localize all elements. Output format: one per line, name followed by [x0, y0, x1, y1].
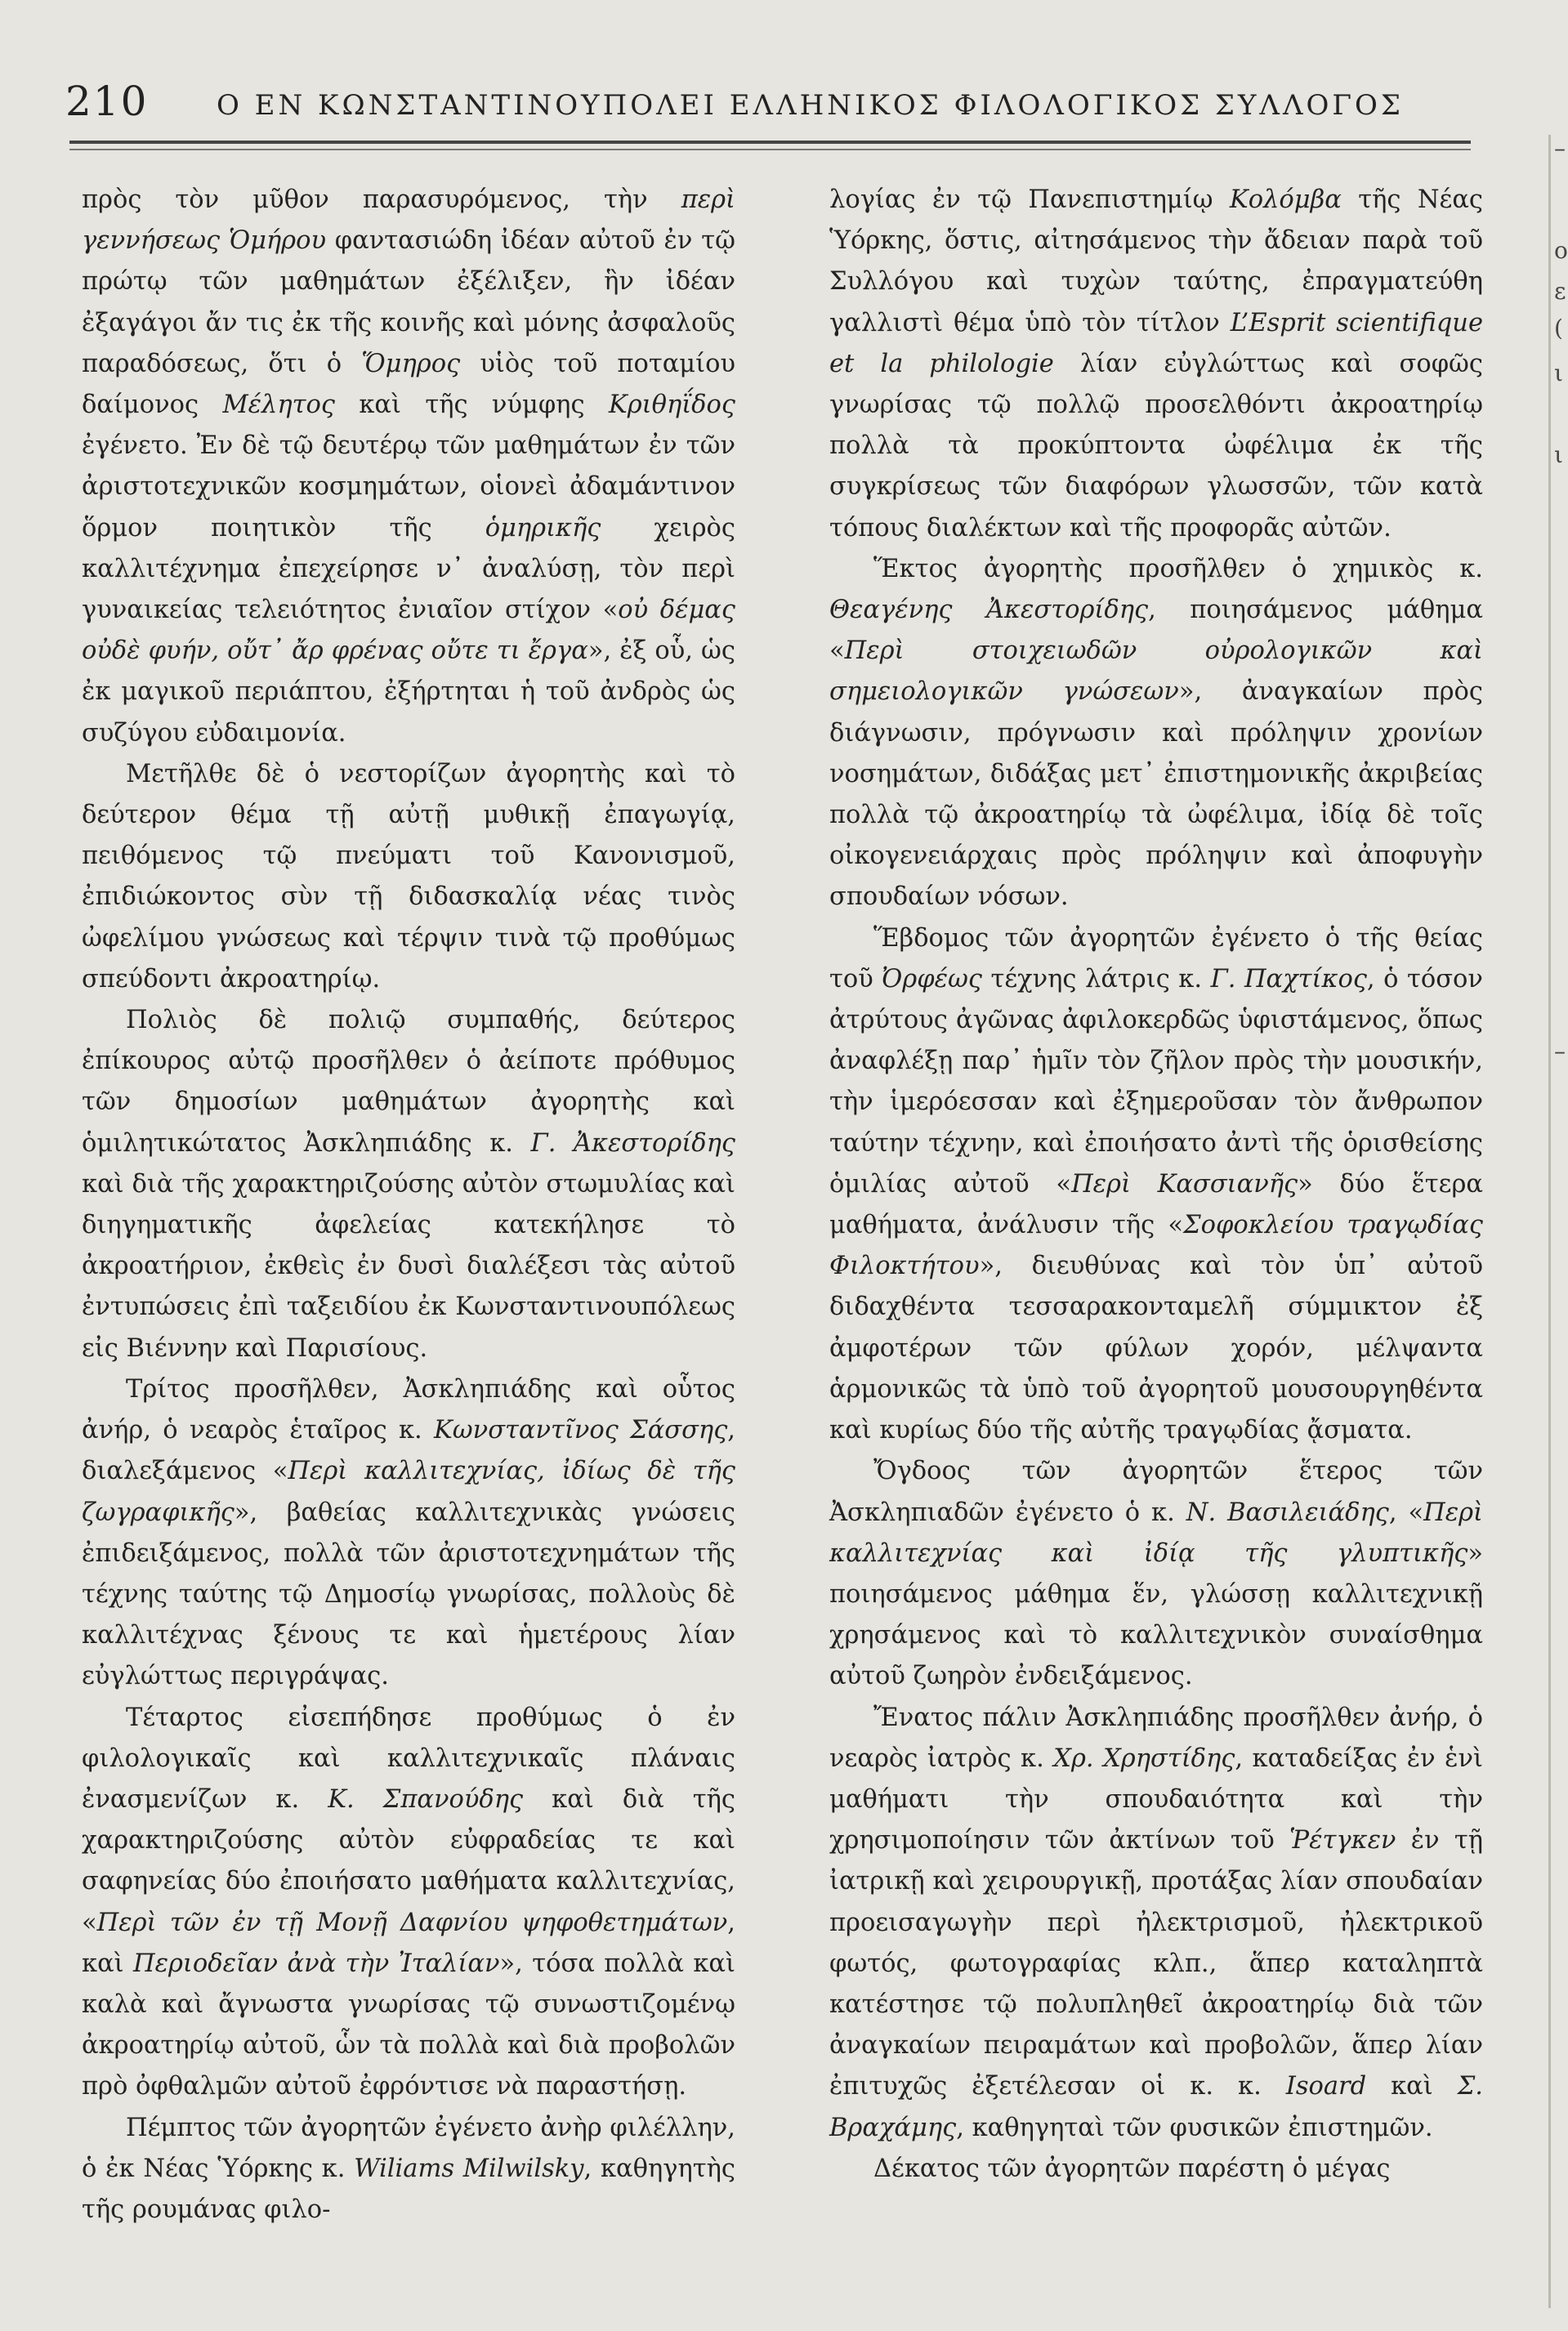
- text-span: καὶ διὰ τῆς χαρακτηριζούσης αὐτὸν στωμυλίας καὶ διηγηματικῆς ἀφελείας κατεκήλησε τὸ ἀκροατήριον, ἐκθεὶς ἐν δυσὶ διαλέξεσι τὰς αὐτοῦ ἐντυπώσεις ἐπὶ ταξειδίου ἐκ Κωνσταντινουπόλεως εἰς Βιέννην καὶ Παρισίους.: [82, 1169, 735, 1363]
- italic-span: Κριθηΐδος: [608, 391, 735, 420]
- italic-span: L’Esprit scientifique et la philologie: [829, 308, 1483, 378]
- text-span: καὶ διὰ τῆς χαρακτηριζούσης αὐτὸν εὐφραδείας τε καὶ σαφηνείας δύο ἐποιήσατο μαθήματα καλλιτεχνίας, «: [82, 1784, 735, 1937]
- text-span: τῆς Νέας Ὑόρκης, ὅστις, αἰτησάμενος τὴν ἄδειαν παρὰ τοῦ Συλλόγου καὶ τυχὼν ταύτης, ἐπραγματεύθη γαλλιστὶ θέμα ὑπὸ τὸν τίτλον: [829, 185, 1483, 337]
- text-span: », βαθείας καλλιτεχνικὰς γνώσεις ἐπιδειξάμενος, πολλὰ τῶν ἀριστοτεχνημάτων τῆς τέχνης ταύτης τῷ Δημοσίῳ γνωρίσας, πολλοὺς δὲ καλλιτέχνας ξένους τε καὶ ἡμετέρους λίαν εὐγλώττως περιγράψας.: [82, 1498, 735, 1691]
- italic-span: Περιοδεῖαν ἀνὰ τὴν Ἰταλίαν: [133, 1949, 500, 1978]
- text-span: φαντασιώδη ἰδέαν αὐτοῦ ἐν τῷ πρώτῳ τῶν μαθημάτων ἐξέλιξεν, ἣν ἰδέαν ἐξαγάγοι ἄν τις ἐκ τῆς κοινῆς καὶ μόνης ἀσφαλοῦς παραδόσεως, ὅτι ὁ: [82, 226, 735, 378]
- text-span: , καταδείξας ἐν ἑνὶ μαθήματι τὴν σπουδαιότητα καὶ τὴν χρησιμοποίησιν τῶν ἀκτίνων τοῦ: [829, 1744, 1483, 1855]
- italic-span: Περὶ καλλιτεχνίας καὶ ἰδίᾳ τῆς γλυπτικῆς: [829, 1498, 1483, 1568]
- left-column: [82, 180, 735, 2231]
- italic-span: Περὶ στοιχειωδῶν οὐρολογικῶν καὶ σημειολογικῶν γνώσεων: [829, 636, 1483, 707]
- text-span: » δύο ἕτερα μαθήματα, ἀνάλυσιν τῆς «: [829, 1169, 1483, 1240]
- italic-span: Θεαγένης Ἀκεστορίδης: [829, 596, 1149, 625]
- italic-span: Γ. Ἀκεστορίδης: [530, 1128, 735, 1158]
- text-span: Ἕβδομος τῶν ἀγορητῶν ἐγένετο ὁ τῆς θείας τοῦ: [829, 923, 1483, 994]
- italic-span: Σοφοκλείου τραγῳδίας Φιλοκτήτου: [829, 1211, 1483, 1281]
- paragraph: [829, 180, 1483, 549]
- edge-mark: ι: [1554, 359, 1563, 386]
- header-rule: [69, 141, 1471, 144]
- text-span: », ἀναγκαίων πρὸς διάγνωσιν, πρόγνωσιν καὶ πρόληψιν χρονίων νοσημάτων, διδάξας μετ᾽ ἐπιστημονικῆς ἀκριβείας πολλὰ τῷ ἀκροατηρίῳ τὰ ὠφέλιμα, ἰδίᾳ δὲ τοῖς οἰκογενειάρχαις πρὸς πρόληψιν καὶ ἀποφυγὴν σπουδαίων νόσων.: [829, 677, 1483, 912]
- italic-span: περὶ γεννήσεως Ὁμήρου: [82, 185, 735, 256]
- paragraph: [829, 549, 1483, 918]
- text-span: Πολιὸς δὲ πολιῷ συμπαθής, δεύτερος ἐπίκουρος αὐτῷ προσῆλθεν ὁ ἀείποτε πρόθυμος τῶν δημοσίων μαθημάτων ἀγορητὴς καὶ ὁμιλητικώτατος Ἀσκληπιάδης κ.: [82, 1006, 735, 1158]
- italic-span: Wiliams Milwilsky: [354, 2154, 584, 2183]
- paragraph: [829, 1698, 1483, 2149]
- italic-span: Ῥέτγκεν: [1289, 1826, 1396, 1855]
- text-span: Ὄγδοος τῶν ἀγορητῶν ἕτερος τῶν Ἀσκληπιαδῶν ἐγένετο ὁ κ.: [829, 1457, 1483, 1527]
- right-column: [829, 180, 1483, 2190]
- edge-mark: ι: [1554, 441, 1563, 468]
- paragraph: [82, 1369, 735, 1698]
- text-span: , ὁ τόσον ἀτρύτους ἀγῶνας ἀφιλοκερδῶς ὑφιστάμενος, ὅπως ἀναφλέξῃ παρ᾽ ἡμῖν τὸν ζῆλον πρὸς τὴν μουσικήν, τὴν ἱμερόεσσαν καὶ ἐξημεροῦσαν τὸν ἄνθρωπον ταύτην τέχνην, καὶ ἐποιήσατο ἀντὶ τῆς ὁρισθείσης ὁμιλίας αὐτοῦ «: [829, 964, 1483, 1199]
- text-span: Τρίτος προσῆλθεν, Ἀσκληπιάδης καὶ οὗτος ἀνήρ, ὁ νεαρὸς ἑταῖρος κ.: [82, 1374, 735, 1445]
- text-span: Ἕκτος ἀγορητὴς προσῆλθεν ὁ χημικὸς κ.: [873, 554, 1483, 583]
- text-span: πρὸς τὸν μῦθον παρασυρόμενος, τὴν: [82, 185, 681, 214]
- header-rule-thin: [69, 149, 1471, 150]
- italic-span: Ὅμηρος: [361, 349, 461, 378]
- text-span: λίαν εὐγλώττως καὶ σοφῶς γνωρίσας τῷ πολλῷ προσελθόντι ἀκροατηρίῳ πολλὰ τὰ προκύπτοντα ὠφέλιμα ἐκ τῆς συγκρίσεως τῶν διαφόρων γλωσσῶν, τῶν κατὰ τόπους διαλέκτων καὶ τῆς προφορᾶς αὐτῶν.: [829, 349, 1484, 543]
- italic-span: Isoard: [1285, 2072, 1367, 2101]
- paragraph: [82, 1000, 735, 1369]
- text-span: τέχνης λάτρις κ.: [981, 964, 1211, 994]
- paragraph: [82, 2108, 735, 2231]
- page-header: [65, 78, 1471, 136]
- italic-span: Ὀρφέως: [882, 964, 982, 994]
- italic-span: Γ. Παχτίκος: [1210, 964, 1367, 994]
- text-span: καὶ: [1366, 2072, 1458, 2101]
- italic-span: Περὶ καλλιτεχνίας, ἰδίως δὲ τῆς ζωγραφικῆς: [82, 1457, 735, 1527]
- text-span: Μετῆλθε δὲ ὁ νεστορίζων ἀγορητὴς καὶ τὸ δεύτερον θέμα τῇ αὐτῇ μυθικῇ ἐπαγωγίᾳ, πειθόμενος τῷ πνεύματι τοῦ Κανονισμοῦ, ἐπιδιώκοντος σὺν τῇ διδασκαλίᾳ νέας τινὸς ὠφελίμου γνώσεως καὶ τέρψιν τινὰ τῷ προθύμως σπεύδοντι ἀκροατηρίῳ.: [82, 759, 735, 994]
- text-span: , «: [1388, 1498, 1424, 1527]
- paragraph: [829, 1451, 1483, 1697]
- edge-mark: –: [1554, 1038, 1566, 1065]
- text-span: , καὶ: [82, 1908, 735, 1978]
- edge-mark: ε: [1554, 278, 1566, 305]
- text-span: , διαλεξάμενος «: [82, 1416, 735, 1486]
- italic-span: Μέλητος: [222, 391, 335, 420]
- italic-span: ὁμηρικῆς: [485, 513, 601, 543]
- text-span: », τόσα πολλὰ καὶ καλὰ καὶ ἄγνωστα γνωρίσας τῷ συνωστιζομένῳ ἀκροατηρίῳ αὐτοῦ, ὧν τὰ πολλὰ καὶ διὰ προβολῶν πρὸ ὀφθαλμῶν αὐτοῦ ἐφρόντισε νὰ παραστήσῃ.: [82, 1949, 735, 2101]
- paragraph: [82, 754, 735, 1000]
- text-span: Δέκατος τῶν ἀγορητῶν παρέστη ὁ μέγας: [873, 2154, 1391, 2183]
- text-span: , ποιησάμενος μάθημα «: [829, 596, 1483, 666]
- italic-span: οὐ δέμας οὐδὲ φυήν, οὔτ᾽ ἄρ φρένας οὔτε τι ἔργα: [82, 596, 735, 666]
- text-span: ἐγένετο. Ἐν δὲ τῷ δευτέρῳ τῶν μαθημάτων ἐν τῶν ἀριστοτεχνικῶν κοσμημάτων, οἱονεὶ ἀδαμάντινον ὅρμον ποιητικὸν τῆς: [82, 431, 735, 543]
- text-span: », διευθύνας καὶ τὸν ὑπ᾽ αὐτοῦ διδαχθέντα τεσσαρακονταμελῆ σύμμικτον ἐξ ἀμφοτέρων τῶν φύλων χορόν, μέλψαντα ἁρμονικῶς τὰ ὑπὸ τοῦ ἀγορητοῦ μουσουργηθέντα καὶ κυρίως δύο τῆς αὐτῆς τραγῳδίας ᾄσματα.: [829, 1252, 1483, 1445]
- italic-span: Κ. Σπανούδης: [328, 1784, 524, 1814]
- edge-mark: ο: [1554, 237, 1568, 264]
- text-span: , καθηγηταὶ τῶν φυσικῶν ἐπιστημῶν.: [956, 2113, 1433, 2142]
- text-span: , καθηγητὴς τῆς ρουμάνας φιλο-: [82, 2154, 735, 2224]
- facing-page-edge: [1548, 135, 1551, 2308]
- italic-span: Κολόμβα: [1229, 185, 1342, 214]
- text-span: λογίας ἐν τῷ Πανεπιστημίῳ: [829, 185, 1230, 214]
- italic-span: Κωνσταντῖνος Σάσσης: [434, 1416, 728, 1445]
- text-span: Ἔνατος πάλιν Ἀσκληπιάδης προσῆλθεν ἀνήρ, ὁ νεαρὸς ἰατρὸς κ.: [829, 1703, 1483, 1773]
- paragraph: [82, 1698, 735, 2108]
- text-span: Τέταρτος εἰσεπήδησε προθύμως ὁ ἐν φιλολογικαῖς καὶ καλλιτεχνικαῖς πλάναις ἐνασμενίζων κ.: [82, 1703, 735, 1814]
- italic-span: Περὶ τῶν ἐν τῇ Μονῇ Δαφνίου ψηφοθετημάτων: [96, 1908, 728, 1937]
- edge-mark: –: [1554, 135, 1566, 162]
- paragraph: [829, 2149, 1483, 2190]
- page-number: 210: [65, 78, 149, 125]
- italic-span: Σ. Βραχάμης: [829, 2072, 1483, 2142]
- edge-mark: (: [1554, 315, 1563, 342]
- text-span: χειρὸς καλλιτέχνημα ἐπεχείρησε ν᾽ ἀναλύσῃ, τὸν περὶ γυναικείας τελειότητος ἐνιαῖον στίχον «: [82, 513, 736, 625]
- running-title: Ο ΕΝ ΚΩΝΣΤΑΝΤΙΝΟΥΠΟΛΕΙ ΕΛΛΗΝΙΚΟΣ ΦΙΛΟΛΟΓΙΚΟΣ ΣΥΛΛΟΓΟΣ: [217, 89, 1404, 122]
- text-span: υἱὸς τοῦ ποταμίου δαίμονος: [82, 349, 735, 420]
- paragraph: [82, 180, 735, 754]
- paragraph: [829, 918, 1483, 1452]
- text-span: » ποιησάμενος μάθημα ἕν, γλώσσῃ καλλιτεχνικῇ χρησάμενος καὶ τὸ καλλιτεχνικὸν συναίσθημα αὐτοῦ ζωηρὸν ἐνδειξάμενος.: [829, 1538, 1483, 1691]
- text-span: καὶ τῆς νύμφης: [334, 391, 609, 420]
- italic-span: Ν. Βασιλειάδης: [1186, 1498, 1389, 1527]
- text-span: ἐν τῇ ἰατρικῇ καὶ χειρουργικῇ, προτάξας λίαν σπουδαίαν προεισαγωγὴν περὶ ἠλεκτρισμοῦ, ἠλεκτρικοῦ φωτός, φωτογραφίας κλπ., ἅπερ καταληπτὰ κατέστησε τῷ πολυπληθεῖ ἀκροατηρίῳ διὰ τῶν ἀναγκαίων πειραμάτων καὶ προβολῶν, ἅπερ λίαν ἐπιτυχῶς ἐξετέλεσαν οἱ κ. κ.: [829, 1826, 1483, 2101]
- text-span: », ἐξ οὗ, ὡς ἐκ μαγικοῦ περιάπτου, ἐξήρτηται ἡ τοῦ ἀνδρὸς ὡς συζύγου εὐδαιμονία.: [82, 636, 735, 748]
- text-span: Πέμπτος τῶν ἀγορητῶν ἐγένετο ἀνὴρ φιλέλλην, ὁ ἐκ Νέας Ὑόρκης κ.: [82, 2113, 735, 2183]
- italic-span: Χρ. Χρηστίδης: [1053, 1744, 1235, 1773]
- italic-span: Περὶ Κασσιανῆς: [1071, 1169, 1298, 1199]
